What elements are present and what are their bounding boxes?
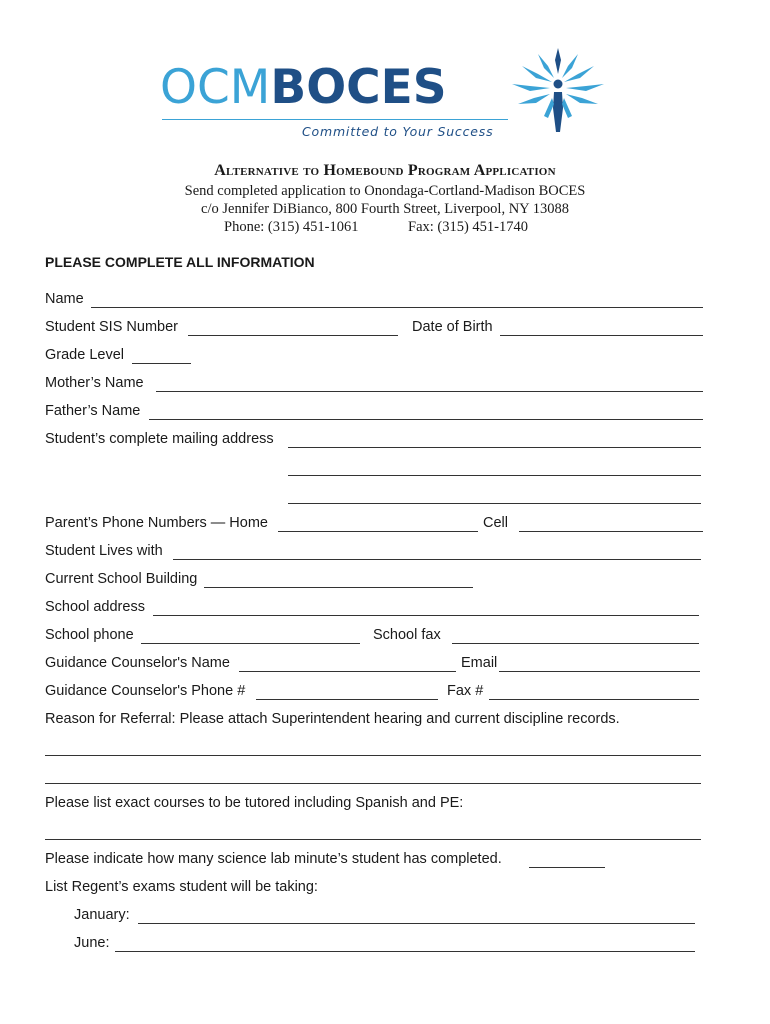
counselor-phone-label: Guidance Counselor's Phone # [45, 683, 246, 699]
referral-line-2-row [45, 766, 705, 786]
grade-field[interactable] [132, 363, 191, 364]
mother-field[interactable] [156, 391, 703, 392]
june-row [74, 934, 704, 954]
january-row [74, 906, 704, 926]
logo-boces-text: BOCES [270, 60, 447, 115]
referral-line-1-row [45, 738, 705, 758]
school-address-row [45, 598, 705, 618]
mailing-row-2 [45, 458, 705, 478]
january-field[interactable] [138, 923, 695, 924]
counselor-name-row [45, 654, 705, 674]
regents-label: List Regent’s exams student will be taking: [45, 879, 318, 895]
send-to-line: Send completed application to Onondaga-Cortland-Madison BOCES [184, 183, 586, 199]
mailing-row-3 [45, 486, 705, 506]
counselor-name-field[interactable] [239, 671, 456, 672]
counselor-phone-field[interactable] [256, 699, 438, 700]
cell-field[interactable] [519, 531, 703, 532]
email-field[interactable] [499, 671, 700, 672]
mother-row [45, 374, 705, 394]
counselor-phone-row [45, 682, 705, 702]
regents-row [45, 878, 705, 898]
logo-wordmark [160, 62, 447, 114]
parent-phone-home-label: Parent’s Phone Numbers — Home [45, 515, 268, 531]
courses-label: Please list exact courses to be tutored including Spanish and PE: [45, 795, 464, 811]
name-row [45, 290, 705, 310]
student-sis-field[interactable] [188, 335, 398, 336]
student-sis-label: Student SIS Number [45, 319, 178, 335]
lab-minutes-field[interactable] [529, 867, 605, 868]
mother-label: Mother’s Name [45, 375, 144, 391]
school-building-row [45, 570, 705, 590]
father-row [45, 402, 705, 422]
school-building-label: Current School Building [45, 571, 198, 587]
logo-divider [162, 119, 508, 120]
logo-ocm-text: OCM [160, 60, 271, 115]
lab-minutes-label: Please indicate how many science lab minute’s student has completed. [45, 851, 502, 867]
grade-row [45, 346, 705, 366]
school-fax-field[interactable] [452, 643, 699, 644]
mailing-field-line-3[interactable] [288, 503, 701, 504]
courses-line-row [45, 822, 705, 842]
school-fax-label: School fax [373, 627, 441, 643]
father-label: Father’s Name [45, 403, 141, 419]
school-phone-row [45, 626, 705, 646]
phone-number: Phone: (315) 451-1061 [224, 219, 359, 235]
counselor-name-label: Guidance Counselor's Name [45, 655, 230, 671]
school-address-label: School address [45, 599, 145, 615]
june-field[interactable] [115, 951, 695, 952]
parent-phone-home-field[interactable] [278, 531, 478, 532]
starburst-figure-icon [508, 46, 608, 136]
referral-label: Reason for Referral: Please attach Superintendent hearing and current discipline records. [45, 711, 620, 727]
email-label: Email [461, 655, 498, 671]
fax-number: Fax: (315) 451-1740 [408, 219, 529, 235]
grade-label: Grade Level [45, 347, 124, 363]
referral-field-line-2[interactable] [45, 783, 701, 784]
contact-line [0, 218, 770, 236]
application-header [0, 160, 770, 236]
parent-phone-row [45, 514, 705, 534]
address-line: c/o Jennifer DiBianco, 800 Fourth Street, Liverpool, NY 13088 [201, 201, 569, 217]
cell-label: Cell [483, 515, 508, 531]
courses-row [45, 794, 705, 814]
january-label: January: [74, 907, 130, 923]
courses-field[interactable] [45, 839, 701, 840]
fax-number-label: Fax # [447, 683, 484, 699]
name-field[interactable] [91, 307, 703, 308]
dob-label: Date of Birth [412, 319, 493, 335]
referral-field-line-1[interactable] [45, 755, 701, 756]
lab-minutes-row [45, 850, 705, 870]
page-title: Alternative to Homebound Program Application [214, 162, 556, 179]
lives-with-field[interactable] [173, 559, 701, 560]
name-label: Name [45, 291, 84, 307]
mailing-field-line-1[interactable] [288, 447, 701, 448]
school-phone-label: School phone [45, 627, 134, 643]
sis-dob-row [45, 318, 705, 338]
school-building-field[interactable] [204, 587, 473, 588]
dob-field[interactable] [500, 335, 703, 336]
school-phone-field[interactable] [141, 643, 360, 644]
mailing-field-line-2[interactable] [288, 475, 701, 476]
logo-tagline: Committed to Your Success [302, 124, 494, 139]
june-label: June: [74, 935, 110, 951]
mailing-label: Student’s complete mailing address [45, 431, 274, 447]
fax-number-field[interactable] [489, 699, 699, 700]
referral-row [45, 710, 725, 730]
lives-with-label: Student Lives with [45, 543, 163, 559]
lives-with-row [45, 542, 705, 562]
instruction-text: PLEASE COMPLETE ALL INFORMATION [45, 254, 315, 270]
father-field[interactable] [149, 419, 703, 420]
ocm-boces-logo [160, 42, 620, 142]
mailing-row [45, 430, 705, 450]
school-address-field[interactable] [153, 615, 699, 616]
